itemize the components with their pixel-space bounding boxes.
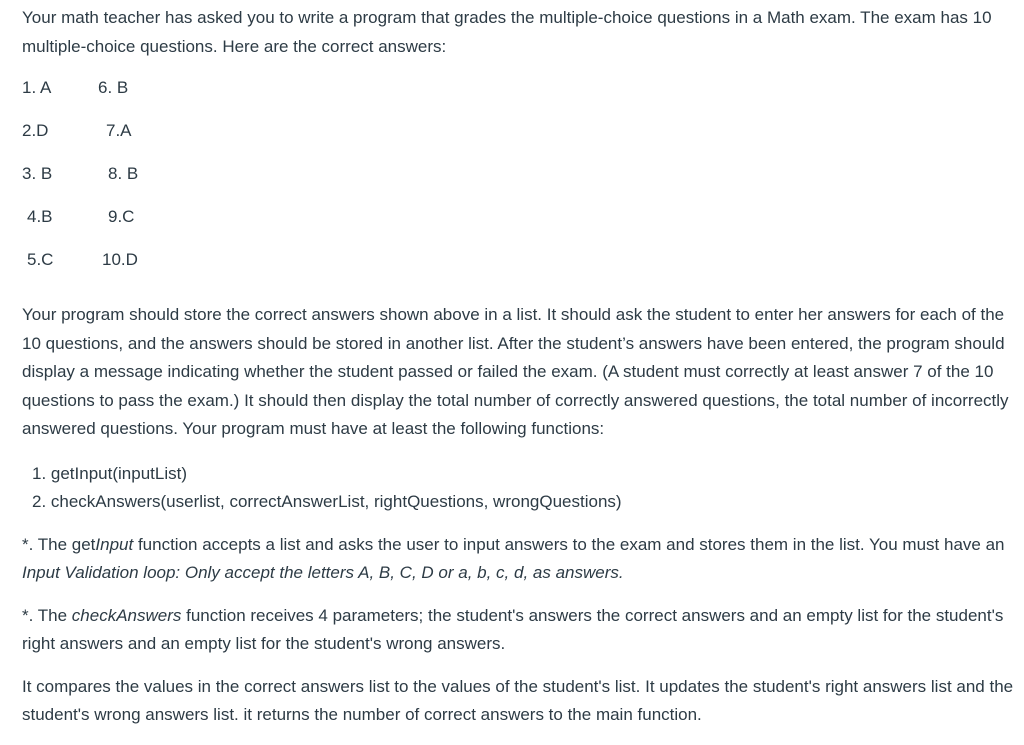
- answer-2: 2.D: [22, 121, 49, 140]
- answer-1: 1. A: [22, 78, 52, 97]
- note1-italic-validation: Input Validation loop: Only accept the letters A, B, C, D or a, b, c, d, as answers.: [22, 563, 624, 582]
- answer-key: [22, 74, 1016, 289]
- note2-rest: function receives 4 parameters; the student's answers the correct answers and an empty list for the student's right answers and an empty list for the student's wrong answers.: [22, 605, 1004, 653]
- answer-4: 4.B: [27, 207, 53, 226]
- intro-paragraph: Your math teacher has asked you to write a program that grades the multiple-choice questions in a Math exam. The exam has 10 multiple-choice questions. Here are the correct answers:: [22, 8, 992, 56]
- answer-9: 9.C: [108, 207, 135, 226]
- answer-10: 10.D: [102, 250, 138, 269]
- answer-6: 6. B: [98, 78, 129, 97]
- checkanswers-note: [22, 602, 1016, 659]
- final-paragraph: It compares the values in the correct answers list to the values of the student's list. It updates the student's right answers list and the student's wrong answers list. it returns the number of correct answers to the main function.: [22, 676, 1014, 724]
- answer-8: 8. B: [108, 164, 139, 183]
- note2-prefix: *. The: [22, 605, 72, 625]
- note2-italic-checkanswers: checkAnswers: [71, 605, 182, 625]
- answer-3: 3. B: [22, 164, 53, 183]
- function-list: [22, 460, 1016, 517]
- note1-italic-input: Input: [95, 534, 134, 554]
- note1-middle: function accepts a list and asks the user to input answers to the exam and stores them in the list. You must have an: [133, 534, 1005, 554]
- answer-5: 5.C: [27, 250, 54, 269]
- function-item-getinput: 1. getInput(inputList): [32, 463, 187, 483]
- function-item-checkanswers: 2. checkAnswers(userlist, correctAnswerList, rightQuestions, wrongQuestions): [32, 492, 622, 511]
- getinput-note: [22, 531, 1016, 588]
- requirements-paragraph: Your program should store the correct answers shown above in a list. It should ask the student to enter her answers for each of the 10 questions, and the answers should be stored in another list. After the student’s answers have been entered, the program should display a message indicating whether the student passed or failed the exam. (A student must correctly at least answer 7 of the 10 questions to pass the exam.) It should then display the total number of correctly answered questions, the total number of incorrectly answered questions. Your program must have at least the following functions:: [22, 305, 1009, 438]
- note1-prefix: *. The get: [22, 534, 96, 554]
- answer-7: 7.A: [106, 121, 132, 140]
